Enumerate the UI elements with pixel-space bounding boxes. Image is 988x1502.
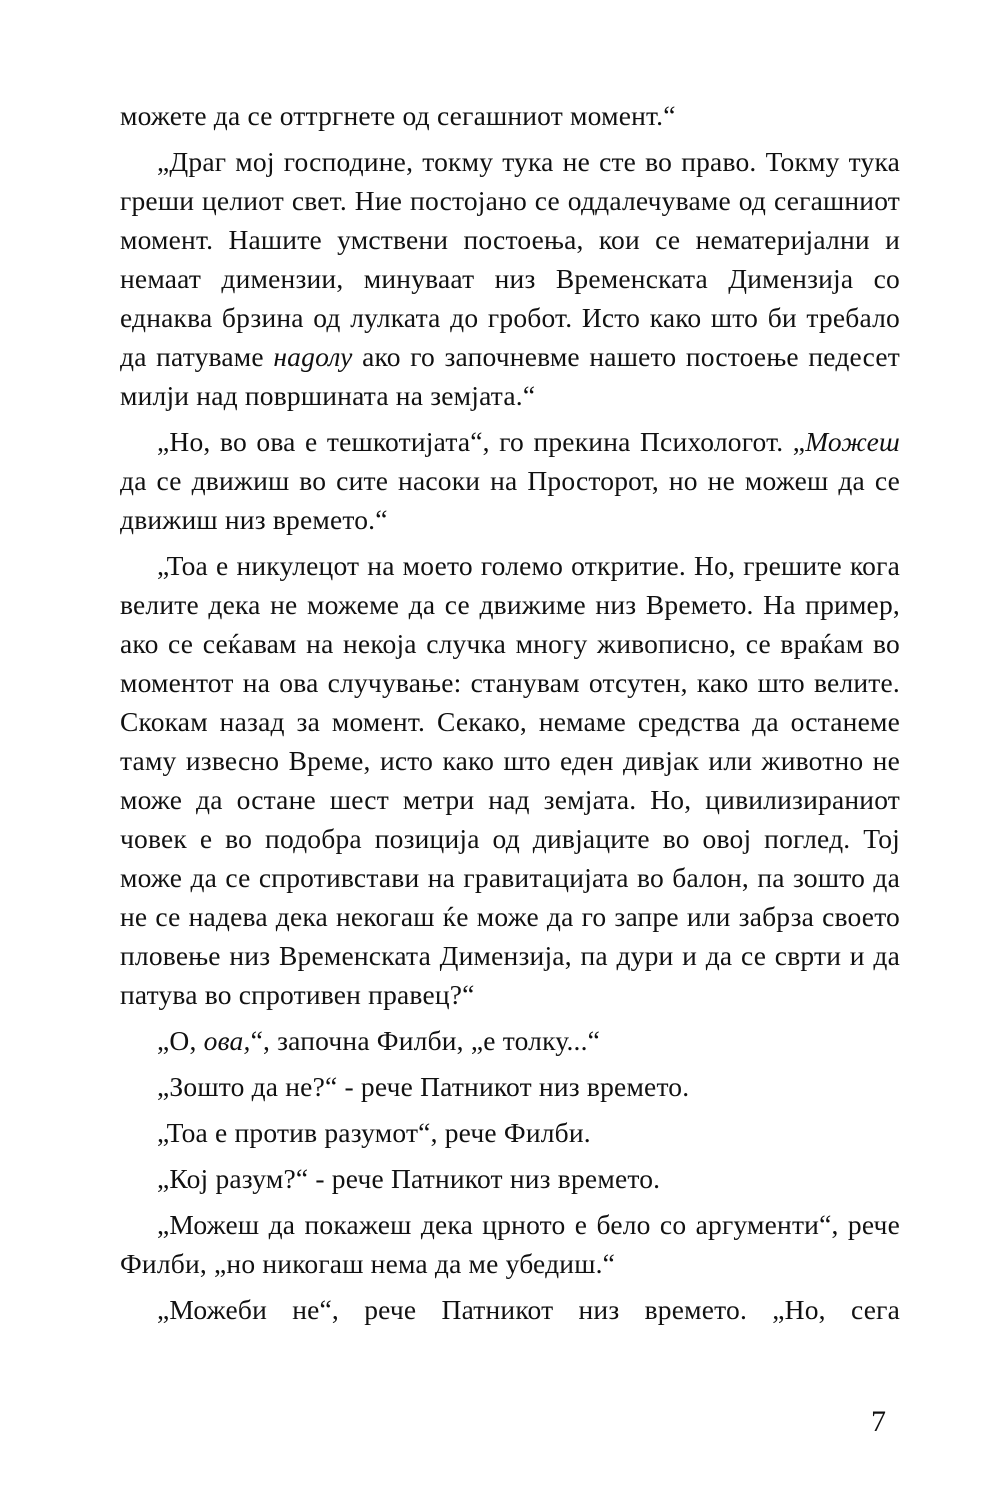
italic-text: ова,	[203, 1025, 251, 1056]
text-segment: можете да се оттргнете од сегашниот момент.“	[120, 100, 676, 131]
text-segment: „Можеби не“, рече Патникот низ времето. „Но, сега	[157, 1294, 900, 1325]
paragraph	[120, 96, 900, 135]
italic-text: Можеш	[805, 426, 900, 457]
paragraph	[120, 1159, 900, 1198]
paragraph	[120, 422, 900, 539]
text-segment: „Но, во ова е тешкотијата“, го прекина Психологот. „	[157, 426, 806, 457]
text-segment: да се движиш во сите насоки на Просторот, но не можеш да се движиш низ времето.“	[120, 465, 900, 535]
paragraph	[120, 1021, 900, 1060]
italic-text: надолу	[273, 341, 353, 372]
paragraph	[120, 1205, 900, 1283]
text-segment: „Зошто да не?“ - рече Патникот низ времето.	[157, 1071, 690, 1102]
paragraph	[120, 1290, 900, 1329]
text-segment: „Тоа е против разумот“, рече Филби.	[157, 1117, 591, 1148]
text-segment: „Тоа е никулецот на моето големо откритие. Но, грешите кога велите дека не можеме да се движиме низ Времето. На пример, ако се сеќавам на некоја случка многу живописно, се враќам во моментот на ова случување: станувам отсутен, како што велите. Скокам назад за момент. Секако, немаме средства да останеме таму извесно Време, исто како што еден дивјак или животно не може да остане шест метри над земјата. Но, цивилизираниот човек е во подобра позиција од дивјаците во овој поглед. Тој може да се спротивстави на гравитацијата во балон, па зошто да не се надева дека некогаш ќе може да го запре или забрза своето пловење низ Временската Димензија, па дури и да се сврти и да патува во спротивен правец?“	[120, 550, 900, 1010]
text-segment: „Можеш да покажеш дека црното е бело со аргументи“, рече Филби, „но никогаш нема да ме убедиш.“	[120, 1209, 900, 1279]
text-segment: „О,	[157, 1025, 204, 1056]
page-number: 7	[871, 1405, 886, 1438]
paragraph	[120, 142, 900, 415]
paragraph	[120, 1067, 900, 1106]
paragraph	[120, 546, 900, 1014]
page-text	[120, 96, 900, 1336]
text-segment: „Кој разум?“ - рече Патникот низ времето.	[157, 1163, 661, 1194]
text-segment: ако го започневме нашето постоење педесет милји над површината на земјата.“	[120, 341, 900, 411]
text-segment: „Драг мој господине, токму тука не сте во право. Токму тука греши целиот свет. Ние постојано се оддалечуваме од сегашниот момент. Нашите умствени постоења, кои се нематеријални и немаат димензии, минуваат низ Временската Димензија со еднаква брзина од лулката до гробот. Исто како што би требало да патуваме	[120, 146, 900, 372]
paragraph	[120, 1113, 900, 1152]
text-segment: “, започна Филби, „е толку...“	[250, 1025, 601, 1056]
